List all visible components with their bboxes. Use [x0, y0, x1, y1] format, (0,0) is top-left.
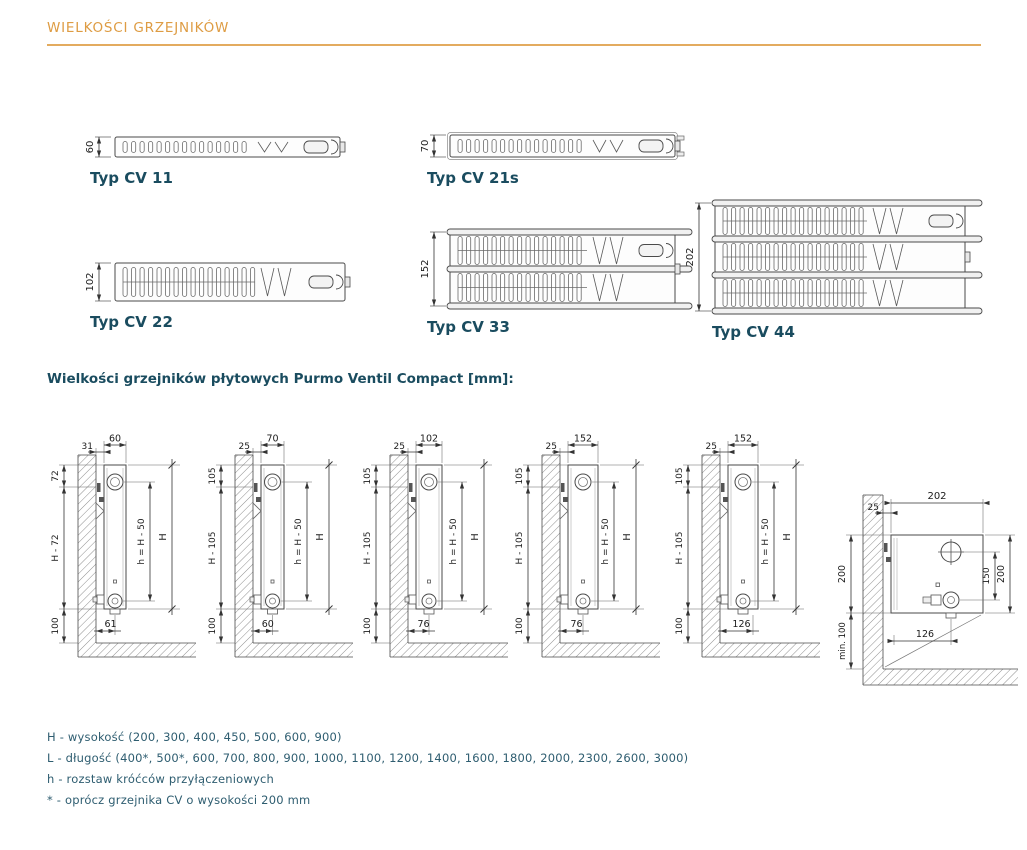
radiator-figure-cv44 — [685, 197, 999, 341]
dimension-label: 70 — [420, 139, 431, 153]
legend — [47, 730, 688, 814]
dimension-label: 202 — [685, 247, 696, 267]
radiator-type-label-cv33: Typ CV 33 — [427, 318, 510, 336]
cv11-top-view-drawing — [85, 131, 374, 167]
radiator-type-label-cv22: Typ CV 22 — [90, 313, 173, 331]
dimension-label: 100 — [363, 617, 373, 635]
dimension-label: 126 — [915, 629, 935, 640]
dimension-label: 126 — [732, 619, 751, 630]
dimension-label: 25 — [867, 503, 879, 513]
dimension-label: 60 — [261, 619, 274, 630]
dimension-diagram-low-radiator — [833, 473, 1023, 712]
dimension-label: 105 — [675, 467, 685, 485]
radiator-top-view-svg — [85, 131, 374, 167]
dimension-label: 202 — [927, 491, 947, 502]
dimension-label: 31 — [81, 442, 93, 452]
dimension-label: H — [782, 533, 793, 541]
dimension-label: h = H - 50 — [449, 518, 459, 565]
dimension-label: 105 — [515, 467, 525, 485]
dimension-label: H — [158, 533, 169, 541]
installation-diagram-svg — [512, 425, 662, 669]
dimension-label: 105 — [208, 467, 218, 485]
dimension-diagram-cv21s — [205, 425, 355, 673]
radiator-top-view-svg — [420, 129, 709, 167]
dimension-label: 105 — [363, 467, 373, 485]
radiator-top-view-svg — [685, 197, 999, 321]
dimension-label: 200 — [996, 564, 1007, 584]
dimension-label: 150 — [982, 567, 992, 585]
radiator-figure-cv11 — [85, 131, 374, 187]
cv21s-top-view-drawing — [420, 129, 709, 167]
dimension-label: 100 — [51, 617, 61, 635]
radiator-figure-cv33 — [420, 226, 709, 336]
dimension-label: h = H - 50 — [137, 518, 147, 565]
dimension-label: H — [315, 533, 326, 541]
dimension-label: 25 — [705, 442, 717, 452]
legend-line-height: H - wysokość (200, 300, 400, 450, 500, 600, 900) — [47, 730, 342, 744]
radiator-top-view-svg — [420, 226, 709, 316]
dimension-label: 76 — [570, 619, 583, 630]
dimension-label: 25 — [545, 442, 557, 452]
dimension-label: 76 — [417, 619, 430, 630]
dimension-label: 100 — [675, 617, 685, 635]
dimension-label: H — [622, 533, 633, 541]
dimension-label: 60 — [108, 433, 122, 445]
dimension-diagram-cv22 — [360, 425, 510, 673]
radiator-figure-cv22 — [85, 257, 379, 331]
radiator-type-label-cv21s: Typ CV 21s — [427, 169, 519, 187]
cv33-top-view-drawing — [420, 226, 709, 316]
dimension-label: H - 105 — [363, 531, 373, 565]
dimension-label: H - 105 — [675, 531, 685, 565]
dimension-label: H — [470, 533, 481, 541]
installation-diagram-low-svg — [833, 473, 1023, 708]
dimension-label: min. 100 — [838, 622, 848, 660]
installation-diagram-svg — [205, 425, 355, 669]
dimension-label: H - 105 — [515, 531, 525, 565]
dimension-label: H - 72 — [51, 534, 61, 562]
dimension-diagram-cv11 — [48, 425, 198, 673]
legend-line-footnote: * - oprócz grzejnika CV o wysokości 200 mm — [47, 793, 311, 807]
dimension-label: 61 — [104, 619, 117, 630]
dimension-label: h = H - 50 — [761, 518, 771, 565]
dimension-label: 100 — [208, 617, 218, 635]
dimension-label: H - 105 — [208, 531, 218, 565]
dimension-label: 152 — [420, 259, 431, 279]
legend-line-spacing: h - rozstaw króćców przyłączeniowych — [47, 772, 274, 786]
legend-line-length: L - długość (400*, 500*, 600, 700, 800, 900, 1000, 1100, 1200, 1400, 1600, 1800, 2000, 2300, 2600, 3000) — [47, 751, 689, 765]
dimension-label: h = H - 50 — [294, 518, 304, 565]
dimension-label: 152 — [733, 433, 753, 445]
dimension-label: 102 — [85, 272, 96, 292]
dimension-label: 102 — [419, 433, 439, 445]
dimension-label: 72 — [51, 470, 61, 482]
radiator-figure-cv21s — [420, 129, 709, 187]
dimension-label: 200 — [837, 564, 848, 584]
dimension-label: 70 — [266, 433, 279, 445]
radiator-type-label-cv11: Typ CV 11 — [90, 169, 173, 187]
installation-diagram-svg — [672, 425, 822, 669]
dimension-label: 100 — [515, 617, 525, 635]
radiator-top-view-svg — [85, 257, 379, 311]
dimension-diagram-cv44 — [672, 425, 822, 673]
section-heading: Wielkości grzejników płytowych Purmo Ventil Compact [mm]: — [47, 371, 514, 387]
title-rule — [47, 44, 981, 46]
radiator-type-label-cv44: Typ CV 44 — [712, 323, 795, 341]
dimension-label: h = H - 50 — [601, 518, 611, 565]
dimension-label: 60 — [85, 140, 96, 154]
cv22-top-view-drawing — [85, 257, 379, 311]
cv44-top-view-drawing — [685, 197, 999, 321]
installation-diagram-svg — [360, 425, 510, 669]
dimension-label: 152 — [573, 433, 593, 445]
dimension-label: 25 — [238, 442, 250, 452]
installation-diagram-svg — [48, 425, 198, 669]
dimension-diagram-cv33 — [512, 425, 662, 673]
dimension-label: 25 — [393, 442, 405, 452]
page-title: WIELKOŚCI GRZEJNIKÓW — [47, 20, 230, 36]
